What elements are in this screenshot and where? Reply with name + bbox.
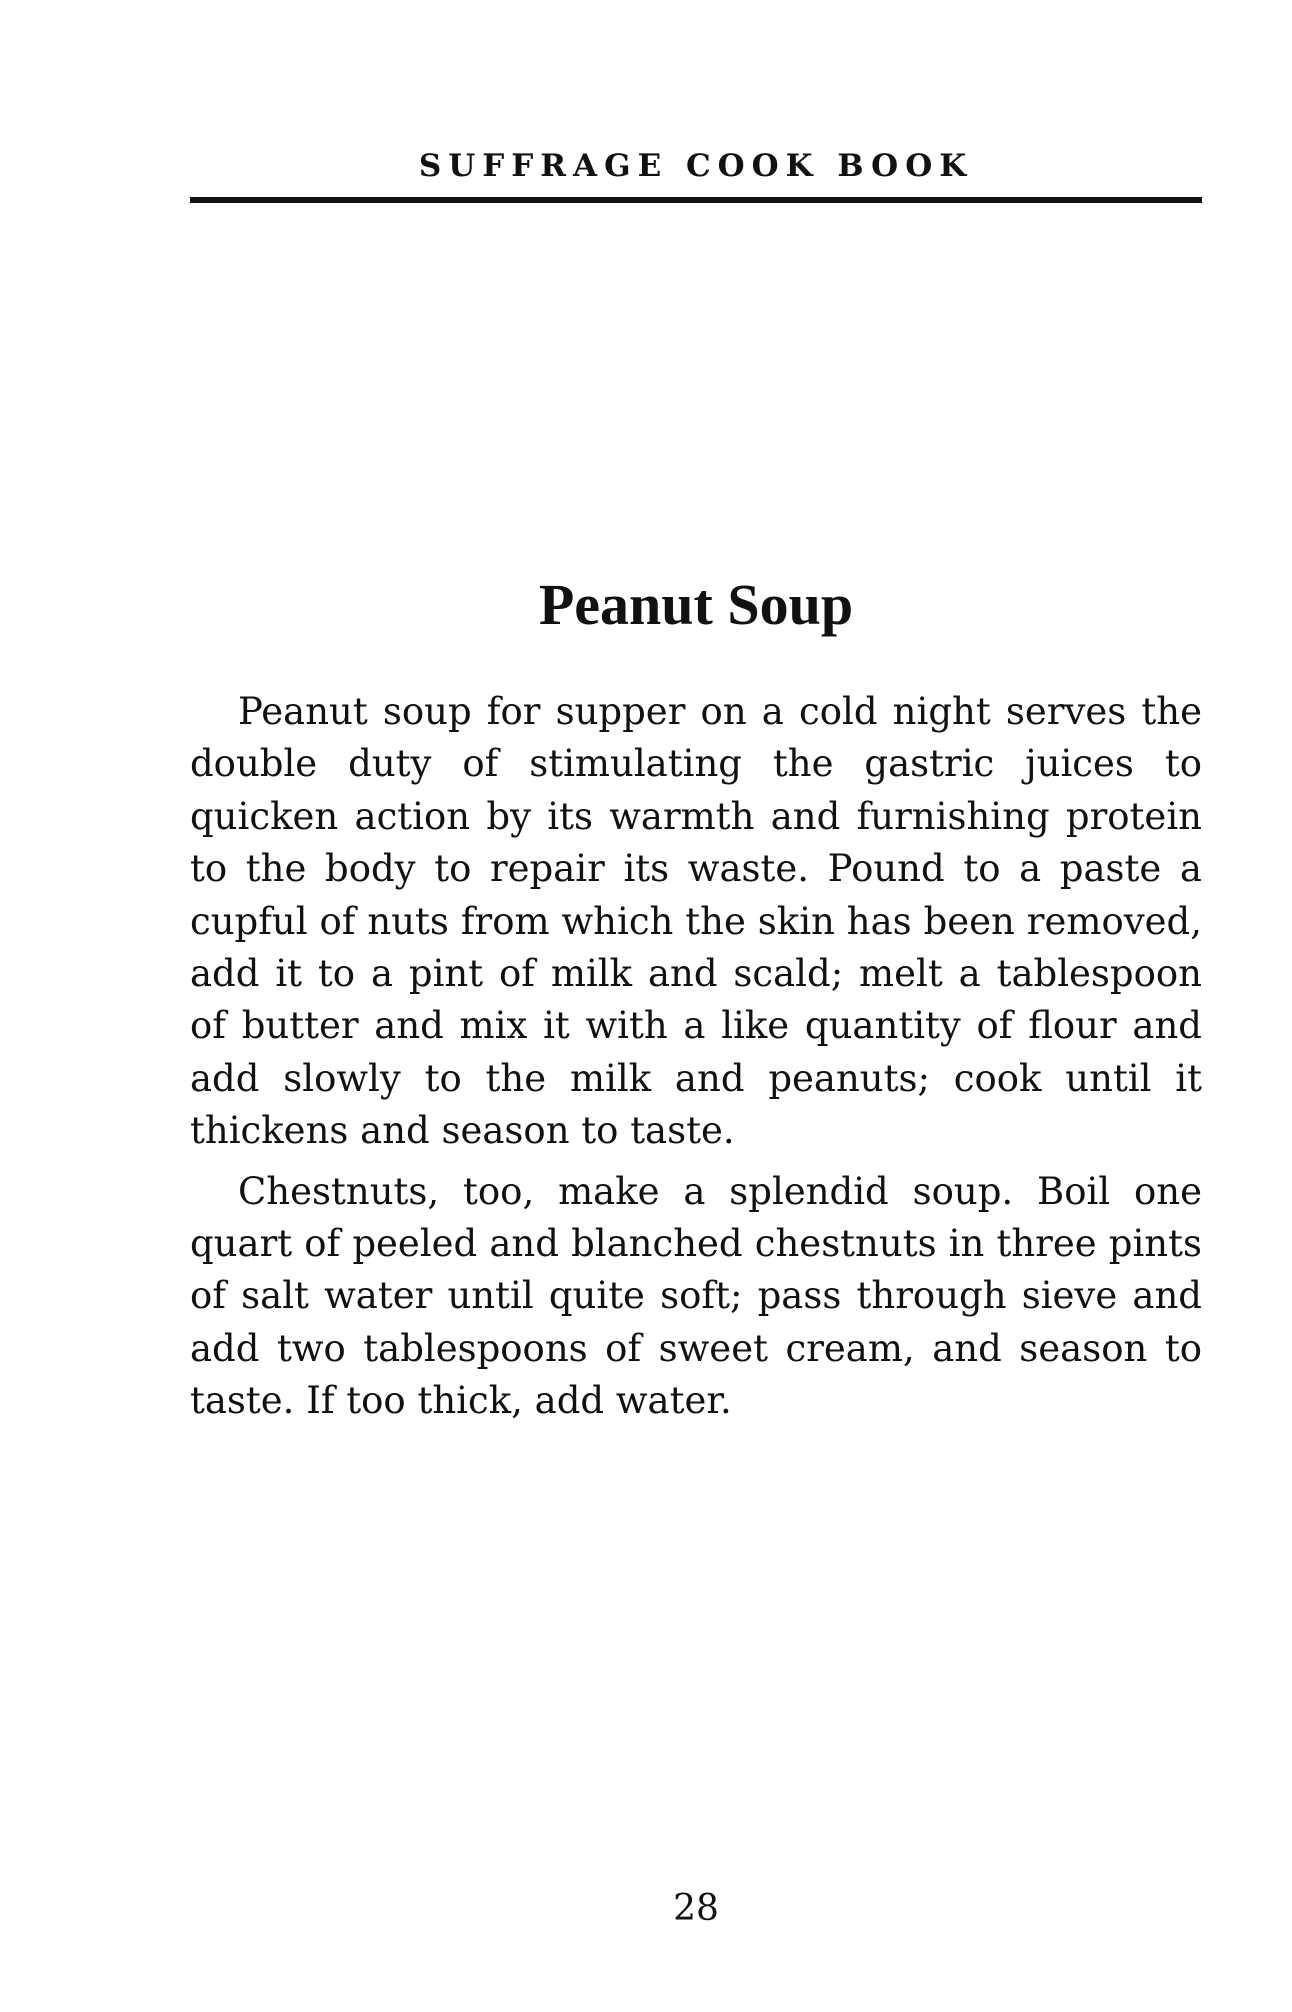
recipe-body: [190, 686, 1202, 1428]
header-rule: [190, 197, 1202, 203]
paragraph-chestnut-soup: Chestnuts, too, make a splendid soup. Boil one quart of peeled and blanched chestnuts in three pints of salt water until quite soft; pass through sieve and add two tablespoons of sweet cream, and season to taste. If too thick, add water.: [190, 1169, 1202, 1423]
running-head: SUFFRAGE COOK BOOK: [418, 148, 974, 184]
recipe-title: Peanut Soup: [538, 572, 854, 637]
paragraph-peanut-soup: Peanut soup for supper on a cold night serves the double duty of stimulating the gastric juices to quicken action by its warmth and furnishing protein to the body to repair its waste. Pound to a paste a cupful of nuts from which the skin has been removed, add it to a pint of milk and scald; melt a tablespoon of butter and mix it with a like quantity of flour and add slowly to the milk and peanuts; cook until it thickens and season to taste.: [190, 690, 1202, 1153]
page-number: 28: [673, 1888, 719, 1929]
